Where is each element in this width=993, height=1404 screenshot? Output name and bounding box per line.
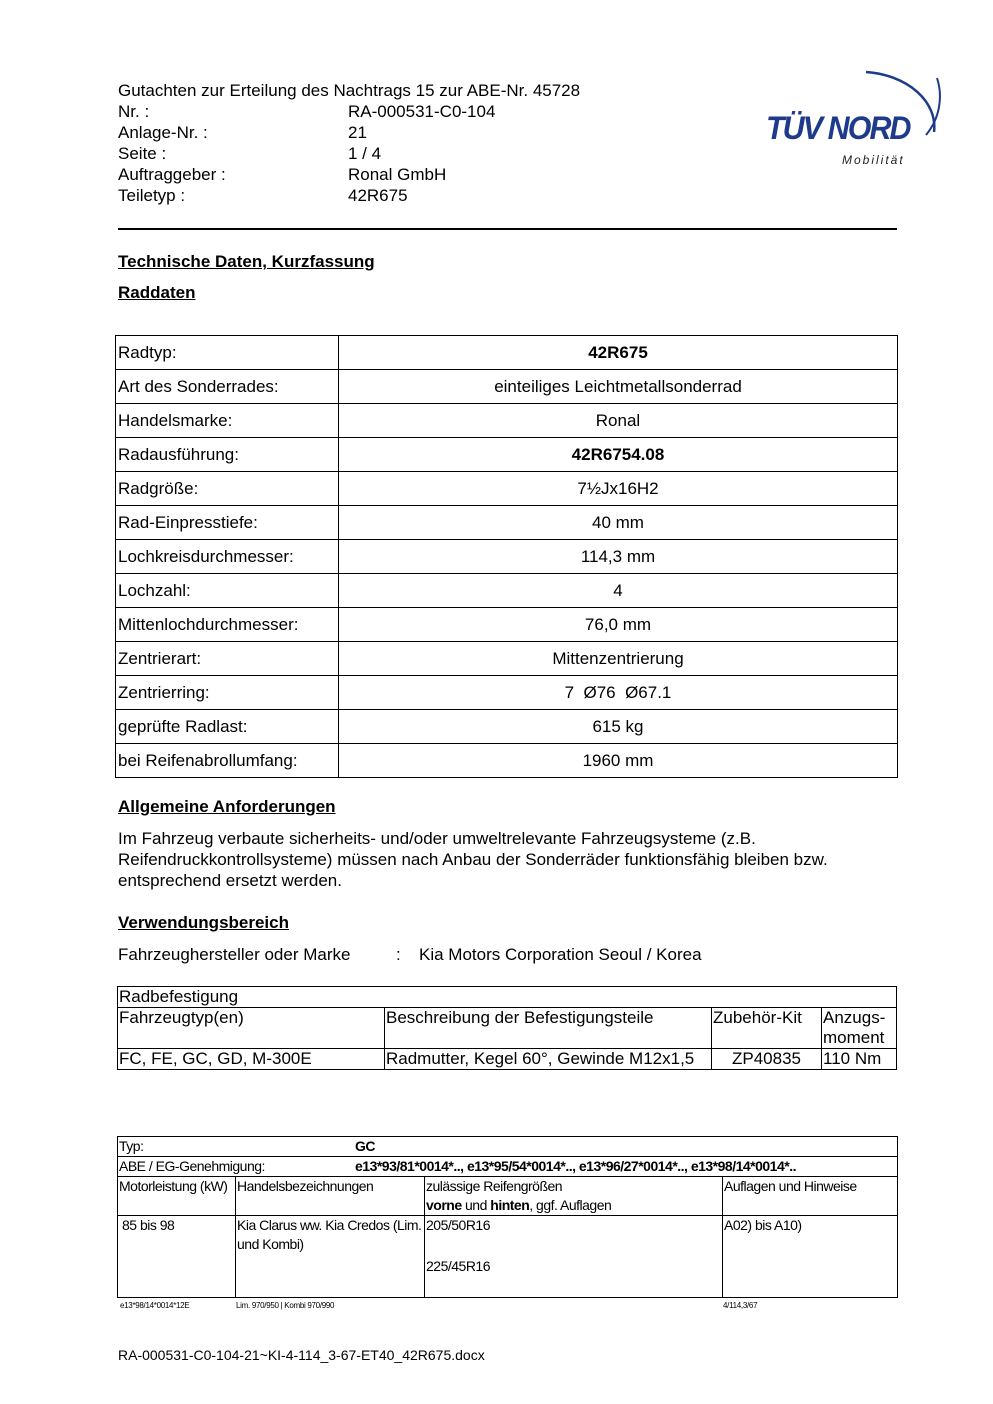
table-cell-value: 615 kg xyxy=(339,710,898,744)
section-heading-allgemein: Allgemeine Anforderungen xyxy=(118,797,336,816)
table-header-cell: Fahrzeugtyp(en) xyxy=(118,1008,385,1049)
table-row xyxy=(116,336,898,370)
table-header-row xyxy=(118,1177,898,1216)
table-row xyxy=(116,370,898,404)
table-cell-value: 76,0 mm xyxy=(339,608,898,642)
table-cell-value: 1960 mm xyxy=(339,744,898,778)
table-cell-label: Rad-Einpresstiefe: xyxy=(116,506,339,540)
table-cell-label: bei Reifenabrollumfang: xyxy=(116,744,339,778)
table-cell-value: 42R6754.08 xyxy=(339,438,898,472)
table-cell-value: 42R675 xyxy=(339,336,898,370)
fixing-table xyxy=(117,986,897,1070)
table-cell-value: 7½Jx16H2 xyxy=(339,472,898,506)
table-note: 4/114,3/67 xyxy=(723,1301,758,1310)
vehicle-type-table xyxy=(117,1136,898,1298)
table-row xyxy=(116,574,898,608)
table-cell-value: Ronal xyxy=(339,404,898,438)
table-cell-label: Art des Sonderrades: xyxy=(116,370,339,404)
table-row xyxy=(116,608,898,642)
abe-label: ABE / EG-Genehmigung: xyxy=(119,1158,265,1174)
header-row-anlage: Anlage-Nr. : 21 xyxy=(118,123,367,142)
table-row xyxy=(118,987,897,1008)
typ-row xyxy=(118,1137,898,1157)
table-cell-label: Lochzahl: xyxy=(116,574,339,608)
table-cell-label: Lochkreisdurchmesser: xyxy=(116,540,339,574)
table-cell: 110 Nm xyxy=(822,1049,897,1070)
header-divider xyxy=(118,228,897,230)
table-cell-value: 4 xyxy=(339,574,898,608)
manufacturer-separator: : xyxy=(396,945,401,964)
table-cell-label: geprüfte Radlast: xyxy=(116,710,339,744)
table-header-cell: zulässige Reifengrößen vorne und hinten, ggf. Auflagen xyxy=(425,1177,723,1216)
document-header xyxy=(118,80,580,206)
document-title: Gutachten zur Erteilung des Nachtrags 15 zur ABE-Nr. 45728 xyxy=(118,81,581,100)
section-heading-raddaten: Raddaten xyxy=(118,283,196,302)
logo-wordmark: TÜV NORD xyxy=(766,110,910,146)
allgemein-paragraph: Im Fahrzeug verbaute sicherheits- und/oder umweltrelevante Fahrzeugsysteme (z.B. Reifendruckkontrollsysteme) müssen nach Anbau der Sonderräder funktionsfähig bleiben bzw. entsprechend ersetzt werden. xyxy=(118,829,828,890)
table-note: e13*98/14*0014*12E xyxy=(120,1301,190,1310)
table-row xyxy=(118,1216,898,1298)
table-cell-label: Radtyp: xyxy=(116,336,339,370)
abe-row xyxy=(118,1157,898,1177)
table-header-cell: Anzugs-moment xyxy=(822,1008,897,1049)
table-row xyxy=(116,642,898,676)
fixing-table-title: Radbefestigung xyxy=(118,987,897,1008)
table-row xyxy=(118,1137,898,1157)
abe-value: e13*93/81*0014*.., e13*95/54*0014*.., e13*96/27*0014*.., e13*98/14*0014*.. xyxy=(355,1158,796,1174)
tuv-nord-logo xyxy=(766,60,941,170)
logo-subtitle: Mobilität xyxy=(842,153,905,167)
header-row-seite: Seite : 1 / 4 xyxy=(118,144,382,163)
table-cell-label: Radgröße: xyxy=(116,472,339,506)
header-row-nr: Nr. : RA-000531-C0-104 xyxy=(118,102,496,121)
table-cell-value: 7 Ø76 Ø67.1 xyxy=(339,676,898,710)
table-row xyxy=(118,1157,898,1177)
document-footer: RA-000531-C0-104-21~KI-4-114_3-67-ET40_42R675.docx xyxy=(118,1347,485,1363)
table-row xyxy=(116,404,898,438)
table-cell: 205/50R16 225/45R16 xyxy=(425,1216,723,1298)
table-cell: Radmutter, Kegel 60°, Gewinde M12x1,5 xyxy=(385,1049,712,1070)
table-cell: 85 bis 98 xyxy=(118,1216,236,1298)
table-cell: Kia Clarus ww. Kia Credos (Lim. und Kombi) xyxy=(236,1216,425,1298)
table-row xyxy=(118,1049,897,1070)
table-row xyxy=(116,438,898,472)
table-row xyxy=(116,506,898,540)
table-cell-value: 40 mm xyxy=(339,506,898,540)
typ-value: GC xyxy=(355,1138,375,1154)
table-cell-label: Zentrierart: xyxy=(116,642,339,676)
table-header-cell: Handelsbezeichnungen xyxy=(236,1177,425,1216)
table-cell: ZP40835 xyxy=(712,1049,822,1070)
table-header-cell: Zubehör-Kit xyxy=(712,1008,822,1049)
table-cell: FC, FE, GC, GD, M-300E xyxy=(118,1049,385,1070)
manufacturer-value: Kia Motors Corporation Seoul / Korea xyxy=(419,945,702,964)
table-cell-label: Zentrierring: xyxy=(116,676,339,710)
table-cell-value: einteiliges Leichtmetallsonderrad xyxy=(339,370,898,404)
table-header-cell: Beschreibung der Befestigungsteile xyxy=(385,1008,712,1049)
table-cell-value: Mittenzentrierung xyxy=(339,642,898,676)
table-row xyxy=(116,472,898,506)
table-row xyxy=(116,710,898,744)
header-row-teiletyp: Teiletyp : 42R675 xyxy=(118,186,408,205)
table-cell-label: Mittenlochdurchmesser: xyxy=(116,608,339,642)
header-row-auftraggeber: Auftraggeber : Ronal GmbH xyxy=(118,165,447,184)
wheel-data-table xyxy=(115,335,898,778)
table-note: Lim. 970/950 | Kombi 970/990 xyxy=(236,1301,335,1310)
table-header-cell: Motorleistung (kW) xyxy=(118,1177,236,1216)
table-row xyxy=(116,540,898,574)
table-row xyxy=(116,744,898,778)
table-cell-label: Radausführung: xyxy=(116,438,339,472)
table-header-row xyxy=(118,1008,897,1049)
table-header-cell: Auflagen und Hinweise xyxy=(723,1177,898,1216)
section-heading-verwendung: Verwendungsbereich xyxy=(118,913,289,932)
section-heading-tech: Technische Daten, Kurzfassung xyxy=(118,252,375,271)
table-cell: A02) bis A10) xyxy=(723,1216,898,1298)
table-cell-value: 114,3 mm xyxy=(339,540,898,574)
table-cell-label: Handelsmarke: xyxy=(116,404,339,438)
typ-label: Typ: xyxy=(119,1138,144,1154)
manufacturer-label: Fahrzeughersteller oder Marke xyxy=(118,945,351,964)
table-row xyxy=(116,676,898,710)
